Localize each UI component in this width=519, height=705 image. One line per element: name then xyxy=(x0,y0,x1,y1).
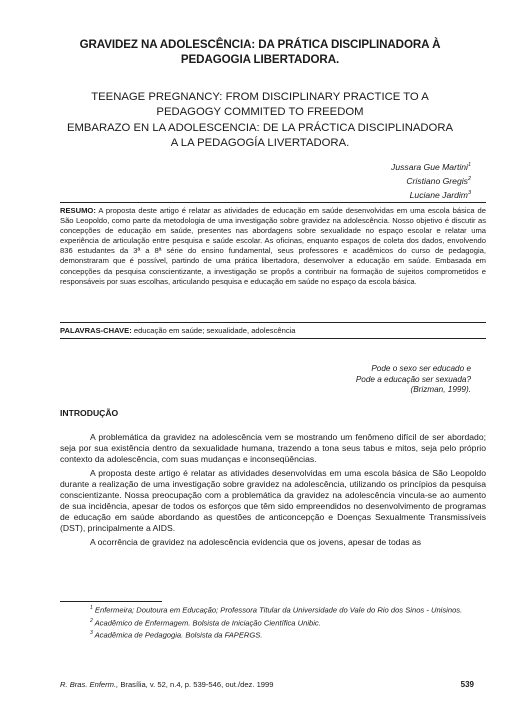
abstract-label: RESUMO: xyxy=(60,206,96,215)
title-line: TEENAGE PREGNANCY: FROM DISCIPLINARY PRACTICE TO A xyxy=(91,91,429,103)
title-portuguese xyxy=(40,38,480,67)
keywords xyxy=(60,326,486,336)
footnote-mark: 2 xyxy=(90,617,93,624)
title-spanish xyxy=(40,121,480,150)
footnote xyxy=(60,616,486,629)
abstract-text: A proposta deste artigo é relatar as atividades de educação em saúde desenvolvidas em uma escola básica de São Leopoldo, como parte da metodologia de uma investigação sobre gravidez na adolescência. Nosso objetivo é discutir as concepções de educação em saúde, presentes nas abordagens sobre sexualidade no espaço escolar e relatar uma experiência de articulação entre pesquisa e saúde escolar. As oficinas, enquanto espaços de coleta dos dados, envolvendo 836 estudantes da 3ª a 8ª série do ensino fundamental, seus professores e acadêmicos do curso de pedagogia, demonstraram que é possível, partindo de uma prática libertadora, desenvolver a educação em saúde. Embasada em concepções da pesquisa conscientizante, a investigação se propôs a contribuir na formação de sujeitos comprometidos e responsáveis por suas escolhas, articulando pesquisa e educação em saúde no espaço da escola básica. xyxy=(60,206,486,286)
footnote-mark: 3 xyxy=(90,630,93,637)
paragraph: A problemática da gravidez na adolescência vem se mostrando um fenômeno difícil de ser abordado; seja por sua existência dentro da sexualidade humana, trazendo a tona seus tabus e mitos, seja pelo próprio contexto da adolescência, com suas mudanças e inconseqüências. xyxy=(60,432,486,464)
title-line: PEDAGOGY COMMITED TO FREEDOM xyxy=(156,105,364,118)
title-line: GRAVIDEZ NA ADOLESCÊNCIA: DA PRÁTICA DISCIPLINADORA À xyxy=(79,38,441,51)
footnotes xyxy=(60,603,486,641)
author xyxy=(391,159,471,173)
journal-citation xyxy=(60,680,273,689)
epigraph-citation: (Brizman, 1999). xyxy=(410,385,471,395)
footnote-rule xyxy=(60,601,162,602)
footnote-text: Acadêmica de Pedagogia. Bolsista da FAPERGS. xyxy=(94,630,263,640)
author xyxy=(391,173,471,187)
author-name: Luciane Jardim xyxy=(409,189,468,200)
author-list xyxy=(391,159,471,201)
author-footnote-mark: 2 xyxy=(467,176,471,183)
title-line: PEDAGOGIA LIBERTADORA. xyxy=(180,52,340,66)
keywords-text: educação em saúde; sexualidade, adolescência xyxy=(133,326,296,335)
author-footnote-mark: 3 xyxy=(467,190,471,197)
title-line: EMBARAZO EN LA ADOLESCENCIA: DE LA PRÁCTICA DISCIPLINADORA xyxy=(66,122,454,134)
author-name: Cristiano Gregis xyxy=(406,175,468,186)
footnote xyxy=(60,603,486,616)
journal-name: R. Bras. Enferm., xyxy=(60,680,119,689)
footnote xyxy=(60,628,486,641)
footnote-text: Acadêmico de Enfermagem. Bolsista de Iniciação Científica Unibic. xyxy=(94,618,321,628)
paragraph: A ocorrência de gravidez na adolescência evidencia que os jovens, apesar de todas as xyxy=(90,537,422,547)
body-text xyxy=(60,432,486,551)
footnote-text: Enfermeira; Doutoura em Educação; Professora Titular da Universidade do Vale do Rio dos Sinos - Unisinos. xyxy=(94,605,463,615)
page-number: 539 xyxy=(460,680,474,689)
title-english xyxy=(40,90,480,119)
section-heading: INTRODUÇÃO xyxy=(60,408,119,418)
epigraph xyxy=(356,364,471,396)
abstract xyxy=(60,206,486,287)
keywords-label: PALAVRAS-CHAVE: xyxy=(60,326,132,335)
keywords-rule xyxy=(60,338,486,339)
author-name: Jussara Gue Martini xyxy=(391,161,468,172)
epigraph-line: Pode a educação ser sexuada? xyxy=(355,374,471,384)
author xyxy=(391,187,471,201)
epigraph-line: Pode o sexo ser educado e xyxy=(371,364,471,373)
abstract-top-rule xyxy=(60,202,486,203)
journal-details: Brasília, v. 52, n.4, p. 539-546, out./dez. 1999 xyxy=(120,680,274,689)
author-footnote-mark: 1 xyxy=(467,162,471,168)
title-line: A LA PEDAGOGÍA LIVERTADORA. xyxy=(170,136,350,149)
abstract-bottom-rule xyxy=(60,322,486,323)
paragraph: A proposta deste artigo é relatar as atividades desenvolvidas em uma escola básica de São Leopoldo durante a realização de uma investigação sobre gravidez na adolescência, utilizando os princípios da pesquisa conscientizante. Nossa preocupação com a problemática da gravidez na adolescência vincula-se ao aumento de sua incidência, apesar de todos os esforços que têm sido empreendidos no desenvolvimento de programas de educação em saúde abordando as questões de anticoncepção e Doenças Sexualmente Transmissíveis (DST), principalmente a AIDS. xyxy=(60,468,486,533)
footnote-mark: 1 xyxy=(90,605,93,611)
